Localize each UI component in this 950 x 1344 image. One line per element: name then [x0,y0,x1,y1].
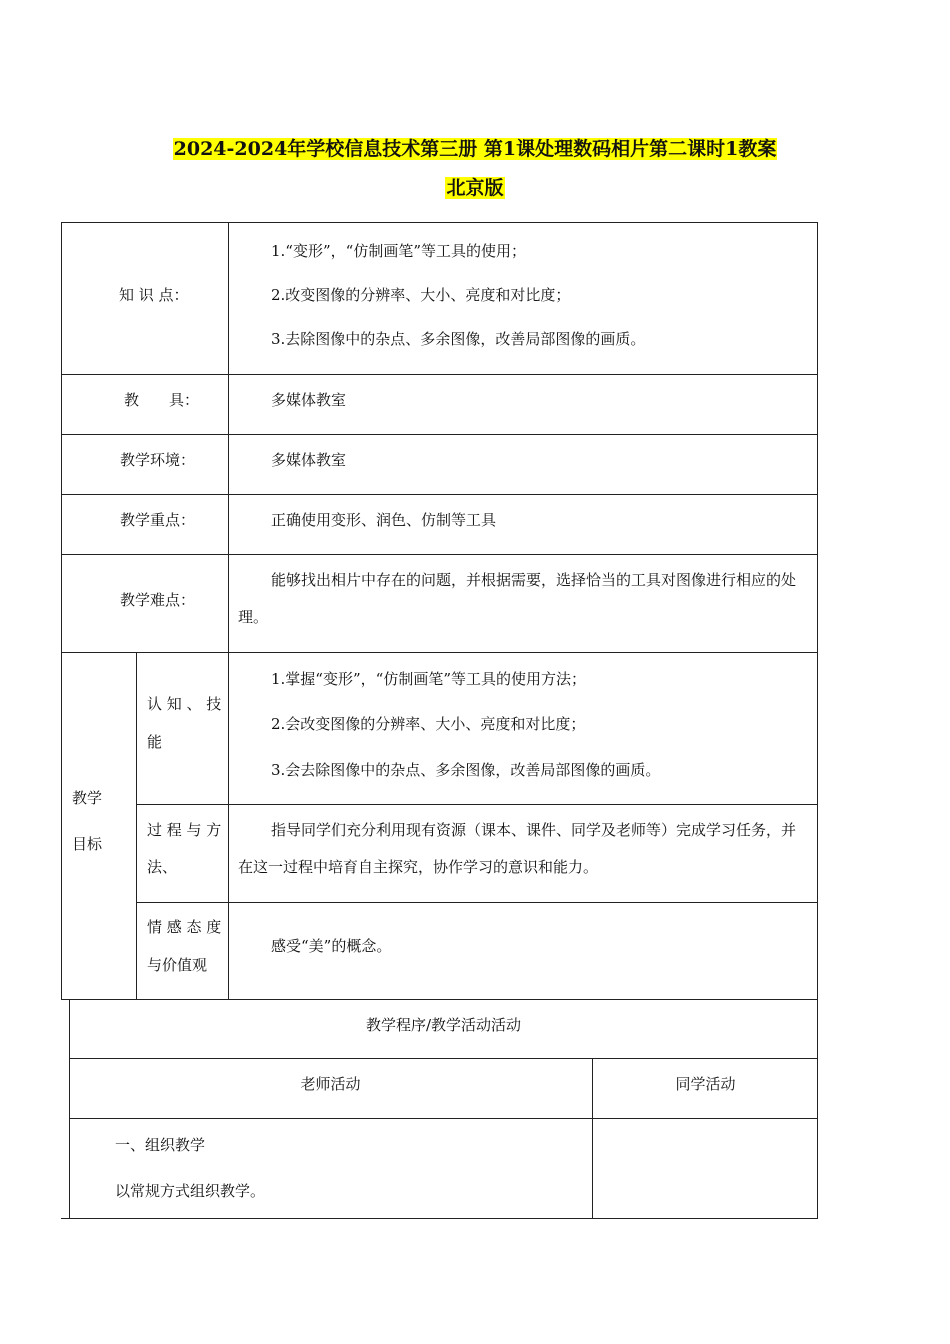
teacher-activity-step: 一、组织教学 [115,1136,206,1154]
difficulty-value: 能够找出相片中存在的问题，并根据需要，选择恰当的工具对图像进行相应的处理。 [238,571,797,626]
emotion-value: 感受“美”的概念。 [271,937,392,955]
document-title-line2: 北京版 [446,177,504,199]
student-activity-header: 同学活动 [675,1075,736,1093]
knowledge-item: 2.改变图像的分辨率、大小、亮度和对比度； [271,286,571,304]
environment-value: 多媒体教室 [271,451,347,469]
cognition-item: 3.会去除图像中的杂点、多余图像，改善局部图像的画质。 [271,761,661,779]
procedure-header: 教学程序/教学活动活动 [365,1016,522,1034]
document-title: 2024-2024年学校信息技术第三册 第1课处理数码相片第二课时1教案 [173,138,777,160]
process-label-line2: 法、 [147,858,178,876]
cognition-label-line1: 认 知 、 技 [147,695,222,713]
process-value: 指导同学们充分利用现有资源（课本、课件、同学及老师等）完成学习任务，并在这一过程中培育自主探究，协作学习的意识和能力。 [238,821,797,876]
key-points-label: 教学重点： [120,511,196,529]
knowledge-item: 1.“变形”，“仿制画笔”等工具的使用； [271,242,526,260]
key-points-value: 正确使用变形、润色、仿制等工具 [271,511,497,529]
teacher-activity-detail: 以常规方式组织教学。 [115,1182,266,1200]
cognition-label-line2: 能 [147,733,163,751]
knowledge-label: 知 识 点： [119,286,189,304]
tools-value: 多媒体教室 [271,391,347,409]
goals-label-line2: 目标 [72,835,103,853]
emotion-label-line1: 情 感 态 度 [147,918,222,936]
process-label-line1: 过 程 与 方 [147,821,222,839]
difficulty-label: 教学难点： [120,591,196,609]
goals-label-line1: 教学 [72,789,103,807]
cognition-item: 1.掌握“变形”，“仿制画笔”等工具的使用方法； [271,670,586,688]
knowledge-item: 3.去除图像中的杂点、多余图像，改善局部图像的画质。 [271,330,646,348]
tools-label: 教 具： [124,391,200,409]
cognition-item: 2.会改变图像的分辨率、大小、亮度和对比度； [271,715,586,733]
teacher-activity-header: 老师活动 [300,1075,361,1093]
environment-label: 教学环境： [120,451,196,469]
emotion-label-line2: 与价值观 [147,956,208,974]
